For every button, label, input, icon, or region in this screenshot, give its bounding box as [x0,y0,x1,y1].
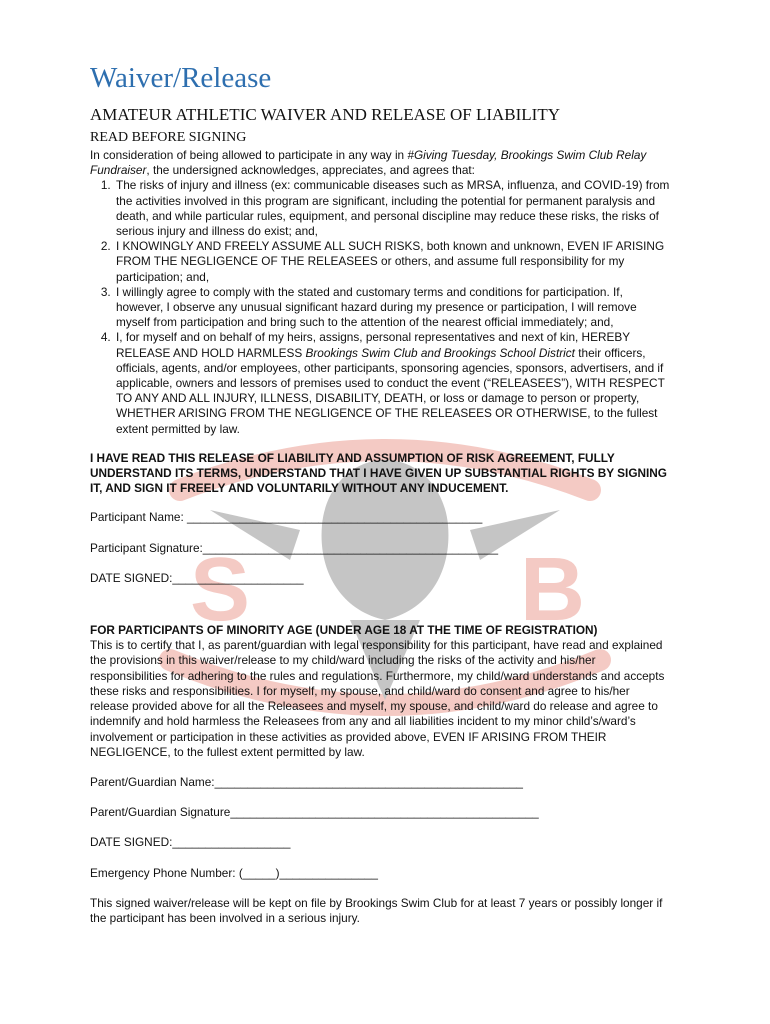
section-spacer [90,601,670,623]
term-item: 1. The risks of injury and illness (ex: communicable diseases such as MRSA, influenza, and COVID-19) from the activities involved in this program are significant, including the potential for permanent paralysis and death, and while particular rules, equipment, and personal discipline may reduce these risks, the risks of serious injury and illness do exist; and, [114,178,670,239]
intro-paragraph [90,148,670,178]
emergency-phone-field[interactable]: Emergency Phone Number: (_____)_______________ [90,865,378,880]
term-text-end: their officers, officials, agents, and/or employees, other participants, sponsoring agencies, sponsors, advertisers, and if applicable, owners and lessors of premises used to conduct the event (“RELEASEES”), WITH RESPECT TO ANY AND ALL INJURY, ILLNESS, DISABILITY, DEATH, or loss or damage to person or property, WHETHER ARISING FROM THE NEGLIGENCE OF THE RELEASEES OR OTHERWISE, to the fullest extent permitted by law. [116,345,665,436]
document-title: Waiver/Release [90,62,272,94]
svg-text:S: S [190,540,251,640]
guardian-name-field[interactable]: Parent/Guardian Name:_______________________________________________ [90,774,523,789]
document-subtitle: AMATEUR ATHLETIC WAIVER AND RELEASE OF LIABILITY [90,105,560,124]
guardian-date-signed-field[interactable]: DATE SIGNED:__________________ [90,835,291,850]
term-item: 2. I KNOWINGLY AND FREELY ASSUME ALL SUCH RISKS, both known and unknown, EVEN IF ARISING FROM THE NEGLIGENCE OF THE RELEASEES or others, and assume full responsibility for my participation; and, [114,239,670,285]
term-text-start: I, for myself and on behalf of my heirs, assigns, personal representatives and next of kin, HEREBY RELEASE AND HOLD HARMLESS [116,330,630,360]
svg-text:B: B [520,540,585,640]
retention-notice: This signed waiver/release will be kept on file by Brookings Swim Club for at least 7 years or possibly longer if the participant has been involved in a serious injury. [90,895,663,925]
participant-name-field[interactable]: Participant Name: _____________________________________________ [90,510,483,525]
minor-section-body: This is to certify that I, as parent/guardian with legal responsibility for this participant, have read and explained the provisions in this waiver/release to my child/ward including the risks of the activity and his/her responsibilities for adhering to the rules and regulations. Furthermore, my child/ward understands and accepts these risks and responsibilities. I for myself, my spouse, and child/ward do consent and agree to his/her release provided above for all the Releasees and myself, my spouse, and child/ward do release and agree to indemnify and hold harmless the Releasees from any and all liabilities incident to my minor child’s/ward’s involvement or participation in these activities as provided above, EVEN IF ARISING FROM THEIR NEGLIGENCE, to the fullest extent permitted by law. [90,638,665,759]
event-name: #Giving Tuesday, Brookings Swim Club Relay Fundraiser [90,148,647,178]
intro-text-end: , the undersigned acknowledges, appreciates, and agrees that: [146,163,475,178]
date-signed-field[interactable]: DATE SIGNED:____________________ [90,570,304,585]
acknowledgement-notice: I HAVE READ THIS RELEASE OF LIABILITY AND ASSUMPTION OF RISK AGREEMENT, FULLY UNDERSTAND ITS TERMS, UNDERSTAND THAT I HAVE GIVEN UP SUBSTANTIAL RIGHTS BY SIGNING IT, AND SIGN IT FREELY AND VOLUNTARILY WITHOUT ANY INDUCEMENT. [90,450,667,496]
minor-section-heading: FOR PARTICIPANTS OF MINORITY AGE (UNDER AGE 18 AT THE TIME OF REGISTRATION) [90,623,598,638]
terms-list [90,178,670,436]
intro-text-start: In consideration of being allowed to participate in any way in [90,148,408,162]
term-item: 3. I willingly agree to comply with the stated and customary terms and conditions for participation. If, however, I observe any unusual significant hazard during my presence or participation, I will remove myself from participation and bring such to the attention of the nearest official immediately; and, [114,285,670,331]
document-body [90,60,670,926]
releasees-name: Brookings Swim Club and Brookings School District [305,345,575,360]
guardian-signature-field[interactable]: Parent/Guardian Signature_______________________________________________ [90,805,539,820]
read-before-signing: READ BEFORE SIGNING [90,130,247,145]
term-item [114,330,670,436]
participant-signature-field[interactable]: Participant Signature:_____________________________________________ [90,540,499,555]
